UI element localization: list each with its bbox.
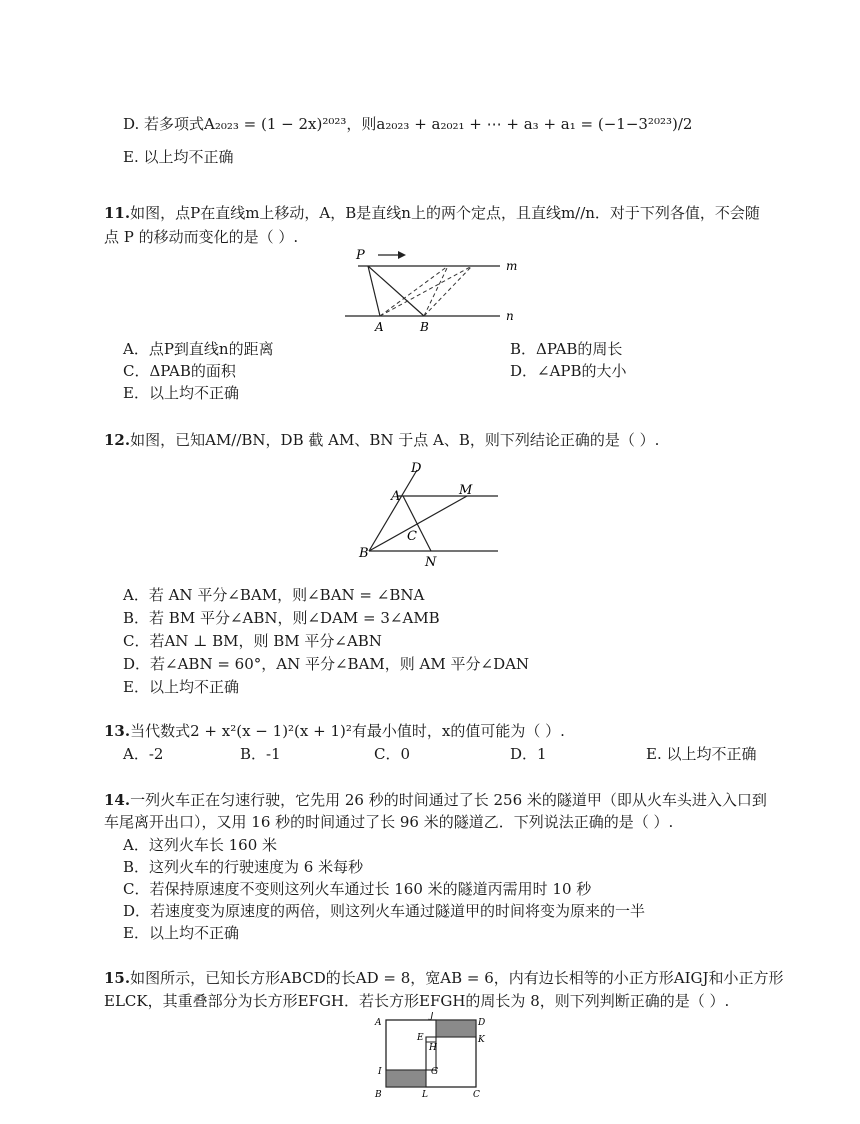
q15-figure bbox=[370, 1012, 495, 1112]
q14-option-c: C．若保持原速度不变则这列火车通过长 160 米的隧道丙需用时 10 秒 bbox=[123, 880, 592, 898]
shaded-jd bbox=[436, 1020, 476, 1037]
label-d: D bbox=[478, 1018, 486, 1028]
q13-stem bbox=[104, 721, 565, 741]
q11-option-b: B．ΔPAB的周长 bbox=[510, 340, 623, 358]
dashed-a2 bbox=[380, 266, 472, 316]
label-b: B bbox=[359, 546, 369, 561]
label-b: B bbox=[375, 1090, 382, 1100]
q14-option-d: D．若速度变为原速度的两倍，则这列火车通过隧道甲的时间将变为原来的一半 bbox=[123, 902, 646, 920]
q14-stem-line2: 车尾离开出口），又用 16 秒的时间通过了长 96 米的隧道乙．下列说法正确的是（ ）. bbox=[104, 813, 674, 831]
label-d: D bbox=[411, 461, 422, 476]
label-a: A bbox=[375, 1018, 382, 1028]
q12-option-e: E．以上均不正确 bbox=[123, 678, 239, 696]
q13-option-e: E. 以上均不正确 bbox=[646, 745, 757, 763]
q11-number: 11. bbox=[104, 204, 131, 222]
q13-option-c: C．0 bbox=[374, 745, 411, 763]
q14-stem-text1: 一列火车正在匀速行驶，它先用 26 秒的时间通过了长 256 米的隧道甲（即从火车头进入入口到 bbox=[130, 791, 767, 809]
label-n: n bbox=[506, 309, 514, 323]
q15-stem-text1: 如图所示，已知长方形ABCD的长AD = 8，宽AB = 6，内有边长相等的小正方形AIGJ和小正方形 bbox=[130, 969, 784, 987]
label-g: G bbox=[431, 1067, 439, 1077]
q14-stem-line1 bbox=[104, 790, 767, 810]
q12-option-b: B．若 BM 平分∠ABN，则∠DAM = 3∠AMB bbox=[123, 609, 440, 627]
q12-number: 12. bbox=[104, 431, 131, 449]
arrow-right-icon bbox=[398, 251, 406, 259]
q12-option-a: A．若 AN 平分∠BAM，则∠BAN = ∠BNA bbox=[123, 586, 425, 604]
label-c: C bbox=[407, 529, 417, 544]
q11-stem-line2: 点 P 的移动而变化的是（ ）. bbox=[104, 228, 299, 246]
label-a: A bbox=[391, 489, 401, 504]
q10-option-d: D. 若多项式A₂₀₂₃ = (1 − 2x)²⁰²³，则a₂₀₂₃ + a₂₀₂₁ + ⋯ + a₃ + a₁ = (−1−3²⁰²³)/2 bbox=[123, 115, 693, 133]
q12-stem bbox=[104, 430, 659, 450]
dashed-b2 bbox=[424, 266, 472, 316]
label-c: C bbox=[473, 1090, 480, 1100]
q11-stem-text1: 如图，点P在直线m上移动，A，B是直线n上的两个定点，且直线m//n．对于下列各值，不会随 bbox=[130, 204, 760, 222]
q11-stem-line1 bbox=[104, 203, 760, 223]
q12-option-c: C．若AN ⊥ BM，则 BM 平分∠ABN bbox=[123, 632, 382, 650]
q13-option-d: D．1 bbox=[510, 745, 547, 763]
q14-number: 14. bbox=[104, 791, 131, 809]
segment-pa bbox=[368, 266, 380, 316]
label-a: A bbox=[375, 320, 384, 333]
label-j: J bbox=[430, 1012, 434, 1021]
label-n: N bbox=[425, 555, 437, 570]
dashed-a1 bbox=[380, 266, 448, 316]
q12-figure bbox=[355, 458, 505, 570]
q11-option-d: D．∠APB的大小 bbox=[510, 362, 627, 380]
q12-stem-text: 如图，已知AM//BN，DB 截 AM、BN 于点 A、B，则下列结论正确的是（ ）. bbox=[130, 431, 660, 449]
q13-stem-text: 当代数式2 + x²(x − 1)²(x + 1)²有最小值时，x的值可能为（ ）. bbox=[130, 722, 565, 740]
q15-stem-line2: ELCK，其重叠部分为长方形EFGH．若长方形EFGH的周长为 8，则下列判断正确的是（ ）. bbox=[104, 992, 730, 1010]
label-i: I bbox=[378, 1067, 382, 1077]
q14-option-a: A．这列火车长 160 米 bbox=[123, 836, 277, 854]
label-m: m bbox=[506, 259, 518, 273]
label-m: M bbox=[459, 483, 473, 498]
label-p: P bbox=[356, 248, 365, 263]
dashed-b1 bbox=[424, 266, 448, 316]
q13-option-a: A．-2 bbox=[123, 745, 164, 763]
label-k: K bbox=[478, 1035, 485, 1045]
q11-option-c: C．ΔPAB的面积 bbox=[123, 362, 236, 380]
segment-pb bbox=[368, 266, 424, 316]
q13-option-b: B．-1 bbox=[240, 745, 281, 763]
shaded-il bbox=[386, 1070, 426, 1087]
q14-option-e: E．以上均不正确 bbox=[123, 924, 239, 942]
q11-option-a: A．点P到直线n的距离 bbox=[123, 340, 274, 358]
q12-option-d: D．若∠ABN = 60°，AN 平分∠BAM，则 AM 平分∠DAN bbox=[123, 655, 530, 673]
label-h: H bbox=[429, 1043, 437, 1053]
label-b: B bbox=[420, 320, 429, 333]
label-l: L bbox=[422, 1090, 428, 1100]
q15-number: 15. bbox=[104, 969, 131, 987]
label-e: E bbox=[417, 1033, 424, 1043]
q11-option-e: E．以上均不正确 bbox=[123, 384, 239, 402]
q14-option-b: B．这列火车的行驶速度为 6 米每秒 bbox=[123, 858, 364, 876]
q11-figure bbox=[340, 245, 530, 333]
q10-option-e: E. 以上均不正确 bbox=[123, 148, 234, 166]
q15-stem-line1 bbox=[104, 968, 784, 988]
q13-number: 13. bbox=[104, 722, 131, 740]
segment-bm bbox=[369, 496, 467, 551]
